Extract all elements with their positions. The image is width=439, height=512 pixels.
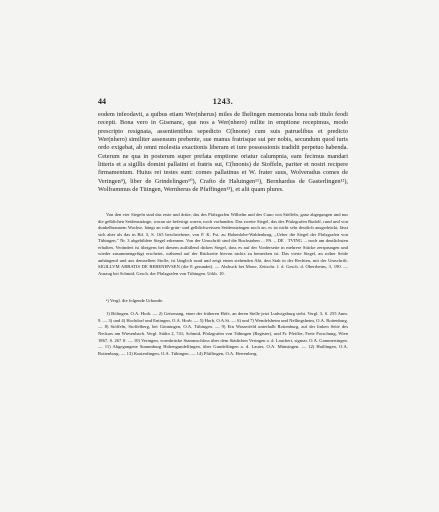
- page-number: 44: [98, 97, 106, 106]
- editorial-note-block: [98, 212, 348, 277]
- main-text: eodem infeodavit, a quibus etiam Wer(nherus) miles de Ihelingen memorata bona sub titulo feodi recepit. Bona vero in Gisenanc, que nos a Wer(nhero) milite in emptione recepimus, modo prescripto resignata, assentientibus sepedicto C(hnone) cum suis patruelibus et predicto Wer(nhero) similiter assensum prebente, sue manus fratrisque sui per nobis, secundum quod iuris ordo exigebat, ab omni molestia exactionis liberam et iure possessionis tradidit perpetuo habenda. Ceterum ne qua in posterum super prefata emptione oriatur calumpnia, eam fecimus mandari litteris et a sigillis domini pallatini et fratris sui, C(hnonis) de Stoffeln, pariter et nostri recipere firmamentum. Huius rei testes sunt: comes pallatinus et W. frater suus, Wolveradus comes de Veringen⁹), liber de Grindelingen¹⁰), Crafto de Haluingen¹¹), Bernhardus de Gasterlingen¹²), Wolframmus de Tüingen, Wernherus de Pfaffingen¹³), et alii quam plures.: [98, 111, 348, 194]
- document-year: 1243.: [212, 97, 234, 106]
- footnote-header: ᵃ) Vergl. die folgende Urkunde.: [106, 298, 164, 303]
- main-text-block: [98, 111, 348, 194]
- footnotes-text: 1) Bölingen, O.A. Horb. — 2) Geisenang, einer der früheren Höfe, an deren Stelle jetzt Ludwigsburg steht. Vergl. 3, S. 255 Anm. 9. — 3) und 4) Hochdorf und Entingen, O.A. Horb. — 5) Horb, O.A.St. — 6) und 7) Wendelsheim und Nellingsheim, O.A. Rottenburg. — 8) Stöffeln, Stoffelberg, bei Gönningen, O.A. Tübingen. — 9) Ein Wasserfeld unterhalb Rottenburg, auf der linken Seite des Neckars am Wiesenbach. Vergl. Stälin 2, 741; Schmid, Pfalzgrafen von Tübingen (Register), und Fr. Pfeiffer, Freie Forschung, Wien 1867, S. 267 ff. — 10) Veringen, vormbrücke Stammschloss über dem Städtchen Veringen a. d. Lauchert, sigmar. O.A. Gammertingen. — 11) Abgegangene Stammburg Hohengundelfingen, über Gundelfingen a. d. Lauter, O.A. Münsingen. — 12) Haillingen, O.A. Rottenburg. — 13) Kusterdingen, O.A. Tübingen. — 14) Pfäffingen, O.A. Herrenberg.: [98, 311, 348, 356]
- footnotes-block: [98, 311, 348, 358]
- page-header: [98, 97, 348, 106]
- editorial-note: Von den vier Siegeln sind das erste und dritte, das des Pfalzgrafen Wilhelm und des Cuno von Stöffeln, ganz abgegangen und nur die gelblichen Seidenstränge, woran sie befestigt waren, noch vorhanden. Das zweite Siegel, das des Pfalzgrafen Rudolf, rund und von dunkelbraunem Wachse, hängt an roth-grün- und gelblichweissen Seidensträngen noch an; es ist nicht sehr deutlich ausgedrückt, lässt sich aber als das in Bd. 3, S. 165 beschriebene, von F. K. Fst. zu Hohenlohe-Waldenburg, „Ueber die Siegel der Pfalzgrafen von Tübingen," Nr. 3 abgebildete Siegel erkennen. Von der Umschrift sind die Buchstaben ... PA ... DE . TVING ... noch am deutlichsten erhalten. Verändert ist übrigens bei diesem auffallend dicken Siegel, dass es auf der Vorderseite in mehrere Stücke zersprungen und wieder zusammengefügt erscheint, während auf der Rückseite hievon nichts zu bemerken ist. Das vierte Siegel, an rother Seide anhängend und aus demselben Stoffe, ist länglich rund und zeigt einen stehenden Abt, den Stab in der Rechten, mit der Umschrift: SIGILLVM ABBATIS DE BEBENHVSEN (die E gerundet). — Abdruck bei Mone, Zeitschr. f. d. Gesch. d. Oberrheins, 3, 190. — Auszug bei Schmid, Gesch. der Pfalzgrafen von Tübingen. Urkb. 10.: [98, 212, 348, 276]
